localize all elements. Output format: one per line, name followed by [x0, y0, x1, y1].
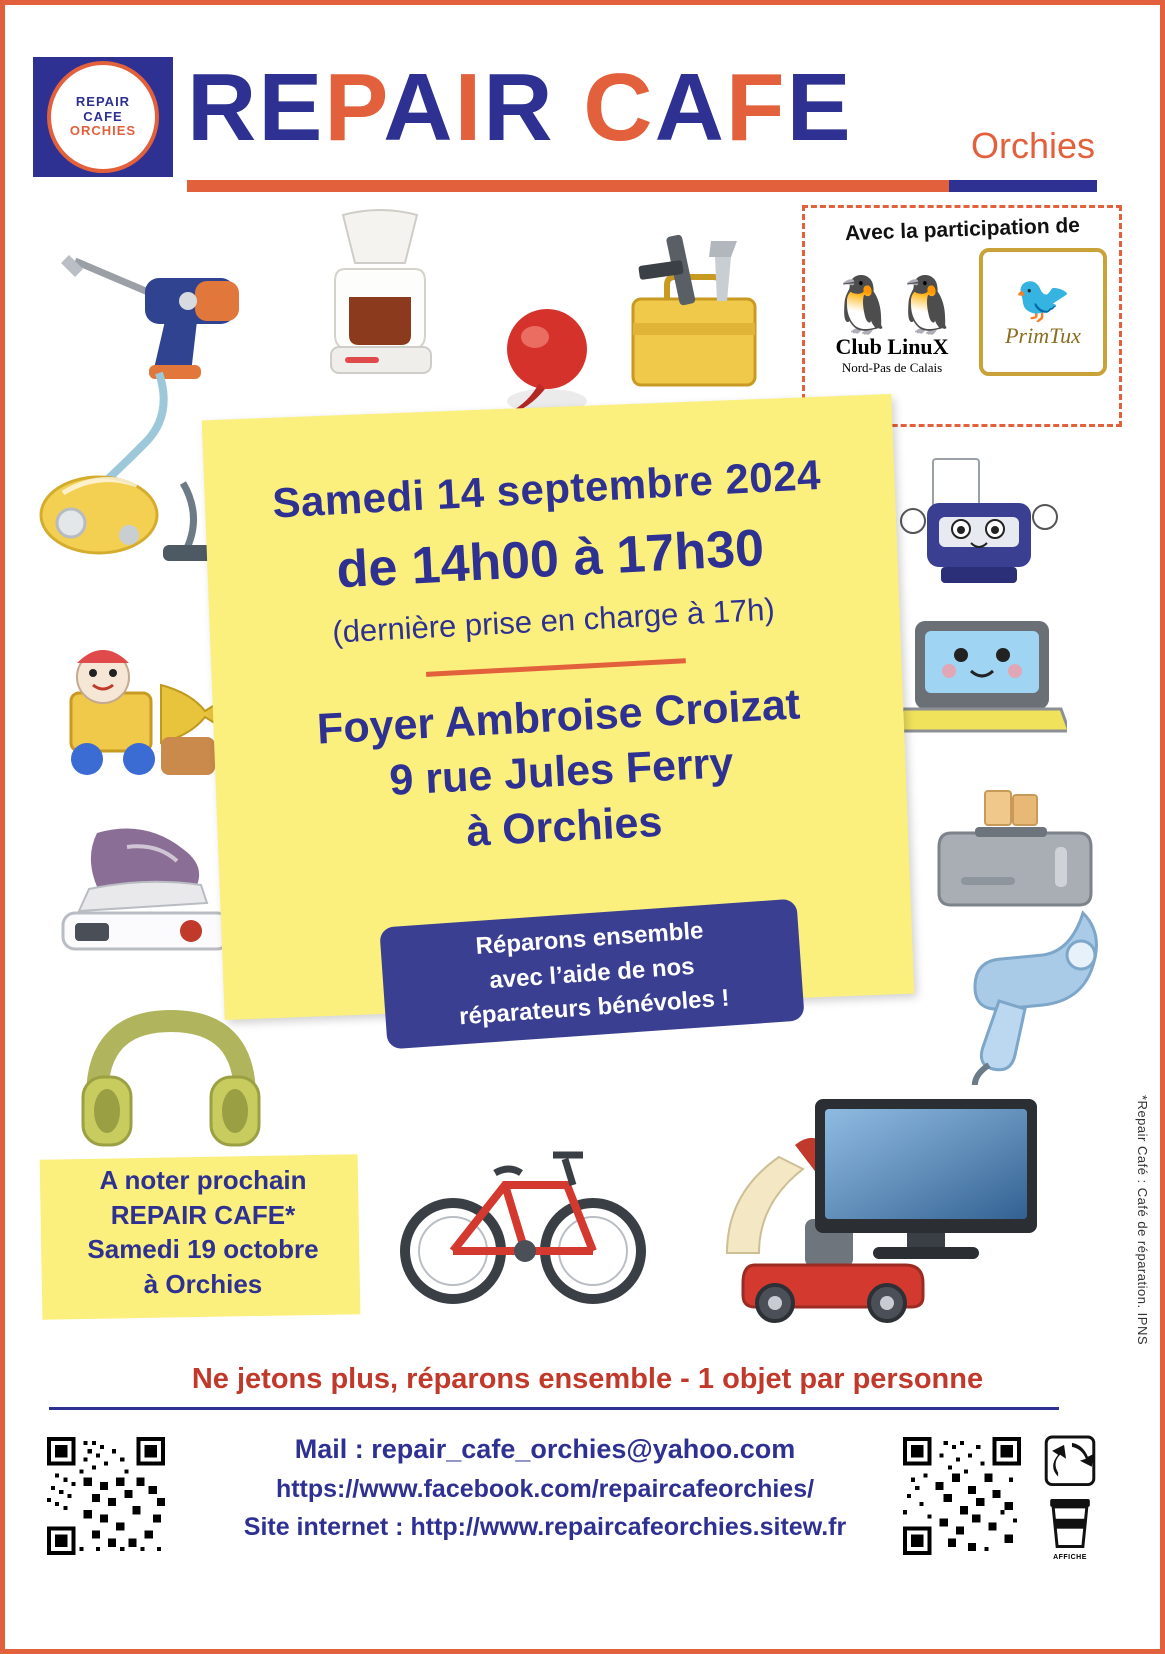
primtux-bird-icon: 🐦: [1014, 273, 1072, 325]
logo-circle: [47, 61, 159, 173]
participation-title: Avec la participation de: [844, 213, 1080, 246]
laptop-icon: [897, 613, 1067, 753]
penguin-icon: 🐧🐧: [828, 273, 956, 336]
header-rule-orange: [187, 180, 949, 192]
logo-line-1: REPAIR: [75, 94, 131, 110]
event-hours: de 14h00 à 17h30: [335, 519, 766, 600]
affiche-bin-icon: [1047, 1493, 1093, 1550]
printer-icon: [887, 455, 1077, 595]
title-city: Orchies: [970, 125, 1095, 166]
footnote-ipns: *Repair Café : Café de réparation. IPNS: [1135, 1095, 1150, 1346]
logo-line-3: ORCHIES: [69, 123, 137, 139]
pushpin-icon: [491, 301, 601, 421]
partner-club-linux: [817, 273, 967, 376]
poster-title: [187, 53, 1097, 173]
event-venue: Foyer Ambroise Croizat: [315, 680, 802, 754]
next-event-line-3: Samedi 19 octobre: [87, 1234, 319, 1265]
event-street: 9 rue Jules Ferry: [388, 738, 735, 805]
television-icon: [811, 1095, 1041, 1265]
headphones-icon: [75, 1005, 265, 1155]
callout-text: [453, 912, 730, 1035]
repair-cafe-logo: [33, 57, 173, 177]
slogan: Ne jetons plus, réparons ensemble - 1 objet par personne: [191, 1363, 984, 1395]
partner-club-linux-subtitle: Nord-Pas de Calais: [841, 360, 943, 375]
next-event-line-2: REPAIR CAFE*: [110, 1199, 296, 1230]
partner-primtux-name: PrimTux: [1005, 323, 1081, 348]
affiche-label: AFFICHE: [1053, 1554, 1087, 1561]
next-event-line-1: A noter prochain: [99, 1165, 307, 1195]
callout-line-1: Réparons ensemble: [474, 916, 705, 960]
event-date: Samedi 14 septembre 2024: [271, 450, 822, 527]
toolbox-icon: [615, 227, 775, 407]
recycling-marks: [1037, 1433, 1103, 1561]
contact-facebook[interactable]: https://www.facebook.com/repaircafeorchies/: [275, 1475, 815, 1504]
recycle-bin-icon: [1042, 1433, 1098, 1489]
title-text: REPAIR CAFE: [187, 54, 853, 161]
hairdryer-icon: [935, 905, 1125, 1085]
logo-line-2: CAFE: [83, 108, 123, 124]
footer-rule: [49, 1407, 1059, 1410]
qr-code-right: [903, 1437, 1021, 1555]
next-event-text: [53, 1163, 353, 1301]
note-separator: [426, 658, 686, 677]
qr-code-left: [47, 1437, 165, 1555]
event-last-intake: (dernière prise en charge à 17h): [331, 591, 776, 650]
event-city: à Orchies: [465, 797, 664, 856]
contact-website[interactable]: Site internet : http://www.repaircafeorchies.sitew.fr: [243, 1513, 847, 1542]
next-event-line-4: à Orchies: [143, 1268, 263, 1299]
partner-club-linux-name: Club LinuX: [835, 334, 949, 359]
toaster-icon: [935, 785, 1095, 925]
bicycle-icon: [397, 1123, 647, 1313]
coffee-maker-icon: [305, 205, 455, 385]
drill-icon: [45, 233, 275, 383]
partner-primtux: [979, 248, 1107, 376]
partner-logos: [805, 248, 1119, 376]
header-rule-blue: [949, 180, 1097, 192]
contact-block: [195, 1429, 895, 1546]
callout-line-2: avec l’aide de nos: [488, 952, 696, 994]
contact-mail[interactable]: Mail : repair_cafe_orchies@yahoo.com: [294, 1434, 796, 1464]
callout-line-3: réparateurs bénévoles !: [458, 984, 731, 1031]
